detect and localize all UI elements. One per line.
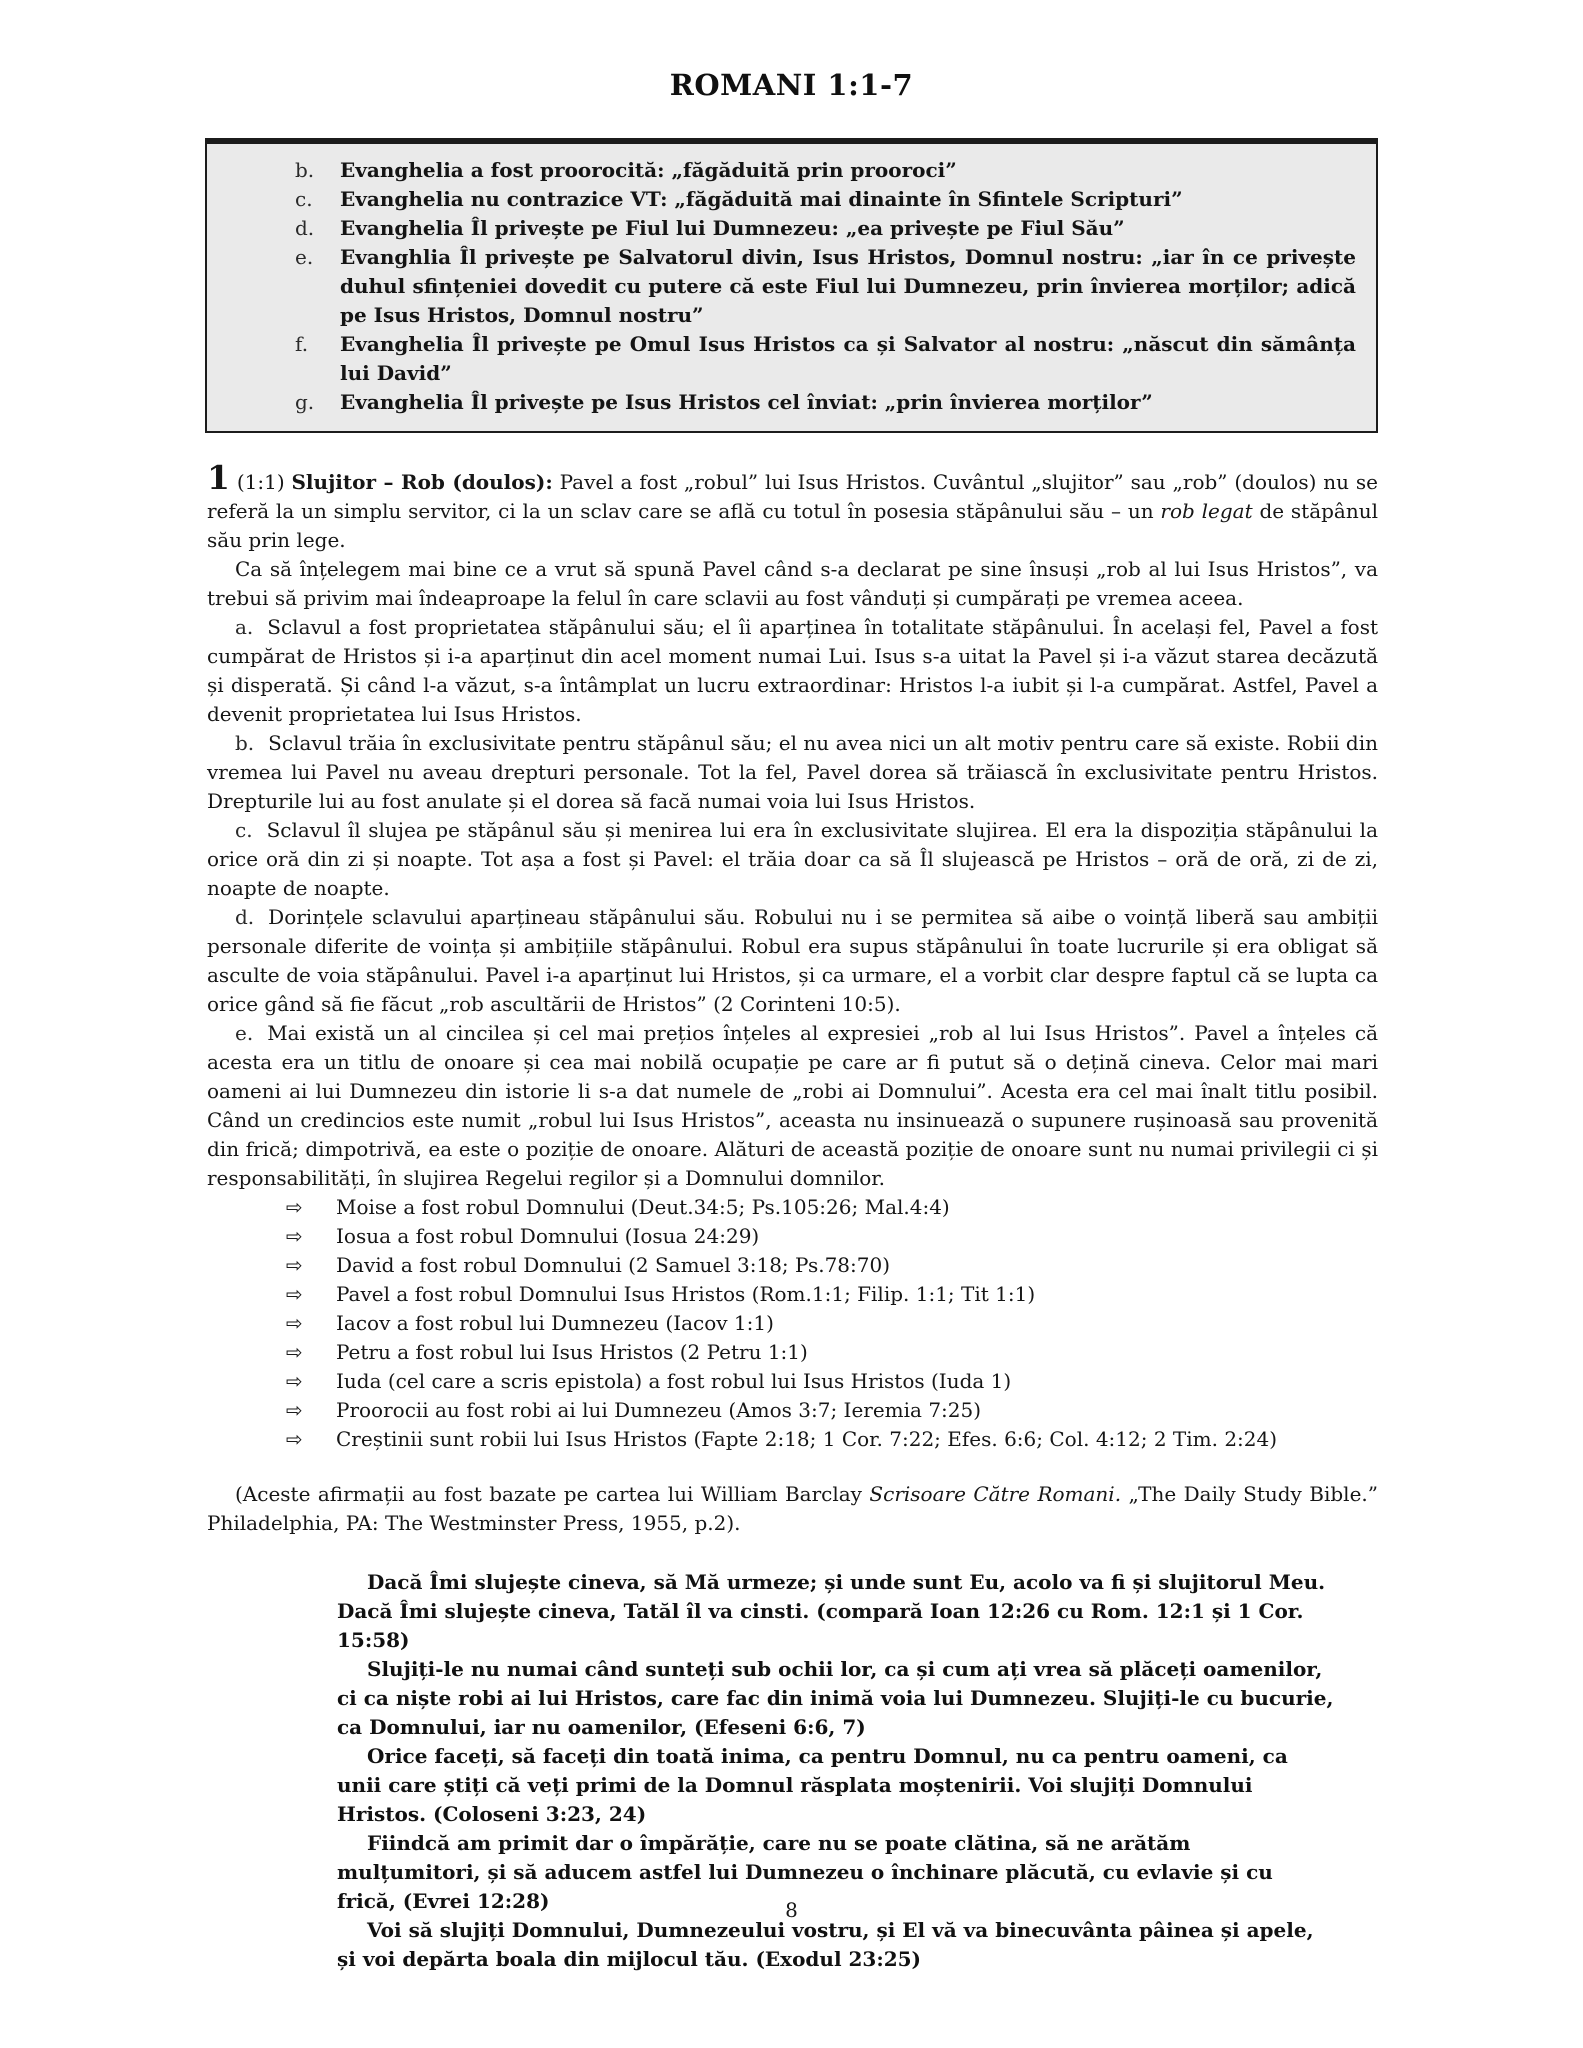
list-item (207, 1425, 1378, 1454)
source-note (207, 1480, 1378, 1538)
page-number: 8 (785, 1898, 798, 1922)
note-text: „The Daily Study Bible.” Philadelphia, PA: The Westminster Press, 1955, p.2). (207, 1482, 1378, 1535)
arrow-right-icon: ⇨ (286, 1253, 303, 1277)
list-item-text: Evanghelia a fost proorocită: „făgăduită prin prooroci” (340, 158, 957, 182)
paragraph-text: Sclavul a fost proprietatea stăpânului său; el îi aparținea în totalitate stăpânului. În același fel, Pavel a fost cumpărat de Hristos și i-a aparținut din acel moment numai Lui. Isus s-a uitat la Pavel și i-a văzut starea decăzută și disperată. Și când l-a văzut, s-a întâmplat un lucru extraordinar: Hristos l-a iubit și l-a cumpărat. Astfel, Pavel a devenit proprietatea lui Isus Hristos. (207, 615, 1378, 726)
list-item (207, 1222, 1378, 1251)
arrow-right-icon: ⇨ (286, 1340, 303, 1364)
letter-label: e. (235, 1021, 254, 1045)
verse-number: 1 (207, 458, 230, 497)
book-title: Scrisoare Către Romani. (869, 1482, 1122, 1506)
paragraph: Ca să înțelegem mai bine ce a vrut să spună Pavel când s-a declarat pe sine însuși „rob al lui Isus Hristos”, va trebui să privim mai îndeaproape la felul în care sclavii au fost vânduți și cumpărați pe vremea aceea. (207, 557, 1378, 610)
paragraph-text: Sclavul trăia în exclusivitate pentru stăpânul său; el nu avea nici un alt motiv pentru care să existe. Robii din vremea lui Pavel nu aveau drepturi personale. Tot la fel, Pavel dorea să trăiască în exclusivitate pentru Hristos. Drepturile lui au fost anulate și el dorea să facă numai voia lui Isus Hristos. (207, 731, 1378, 813)
list-item-text: Petru a fost robul lui Isus Hristos (2 Petru 1:1) (336, 1340, 808, 1364)
paragraph-text: de stăpânul său prin lege. (207, 499, 1378, 552)
lettered-paragraph (207, 903, 1378, 1019)
list-item-text: Evanghelia Îl privește pe Isus Hristos cel înviat: „prin învierea morților” (340, 390, 1153, 414)
list-item (207, 1251, 1378, 1280)
italic-phrase: rob legat (1160, 499, 1253, 523)
list-item-label: d. (295, 216, 315, 240)
servants-list (207, 1193, 1378, 1454)
list-item-label: f. (295, 332, 309, 356)
scripture-quote: Fiindcă am primit dar o împărăție, care nu se poate clătina, să ne arătăm mulțumitori, și să aducem astfel lui Dumnezeu o închinare plăcută, cu evlavie și cu frică, (Evrei 12:28) (337, 1831, 1273, 1913)
list-item (207, 1396, 1378, 1425)
gospel-points-box (205, 138, 1378, 433)
list-item-text: Evanghlia Îl privește pe Salvatorul divin, Isus Hristos, Domnul nostru: „iar în ce privește duhul sfințeniei dovedit cu putere că este Fiul lui Dumnezeu, prin învierea morților; adică pe Isus Hristos, Domnul nostru” (340, 245, 1356, 327)
list-item-label: b. (295, 158, 315, 182)
list-item-text: Evanghelia Îl privește pe Omul Isus Hristos ca și Salvator al nostru: „născut din sămânța lui David” (340, 332, 1356, 385)
list-item-text: Evanghelia Îl privește pe Fiul lui Dumnezeu: „ea privește pe Fiul Său” (340, 216, 1125, 240)
letter-label: c. (235, 818, 253, 842)
list-item-text: Moise a fost robul Domnului (Deut.34:5; Ps.105:26; Mal.4:4) (336, 1195, 950, 1219)
list-item-label: g. (295, 390, 315, 414)
page-title: ROMANI 1:1-7 (669, 68, 914, 102)
list-item-text: Iosua a fost robul Domnului (Iosua 24:29) (336, 1224, 760, 1248)
list-item-text: Creștinii sunt robii lui Isus Hristos (Fapte 2:18; 1 Cor. 7:22; Efes. 6:6; Col. 4:12; 2 Tim. 2:24) (336, 1427, 1278, 1451)
list-item-text: Iuda (cel care a scris epistola) a fost robul lui Isus Hristos (Iuda 1) (336, 1369, 1012, 1393)
list-item (207, 330, 1356, 388)
list-item (207, 243, 1356, 330)
scripture-quote: Dacă Îmi slujește cineva, să Mă urmeze; și unde sunt Eu, acolo va fi și slujitorul Meu. Dacă Îmi slujește cineva, Tatăl îl va cinsti. (compară Ioan 12:26 cu Rom. 12:1 și 1 Cor. 15:58) (337, 1570, 1326, 1652)
lettered-paragraph (207, 729, 1378, 816)
scripture-quote: Orice faceți, să faceți din toată inima, ca pentru Domnul, nu ca pentru oameni, ca unii care știți că veți primi de la Domnul răsplata moștenirii. Voi slujiți Domnului Hristos. (Coloseni 3:23, 24) (337, 1744, 1288, 1826)
note-text: (Aceste afirmații au fost bazate pe cartea lui William Barclay (235, 1482, 870, 1506)
paragraph-text: Dorințele sclavului aparțineau stăpânului său. Robului nu i se permitea să aibe o voință liberă sau ambiții personale diferite de voința și ambițiile stăpânului. Robul era supus stăpânului în toate lucrurile și era obligat să asculte de voia stăpânului. Pavel i-a aparținut lui Hristos, și ca urmare, el a vorbit clar despre faptul că se lupta ca orice gând să fie făcut „rob ascultării de Hristos” (2 Corinteni 10:5). (207, 905, 1378, 1016)
arrow-right-icon: ⇨ (286, 1195, 303, 1219)
list-item-label: e. (295, 245, 314, 269)
lettered-paragraph (207, 816, 1378, 903)
list-item-text: David a fost robul Domnului (2 Samuel 3:18; Ps.78:70) (336, 1253, 891, 1277)
verse-lead-phrase: Slujitor – Rob (doulos): (291, 470, 553, 494)
scripture-quote: Voi să slujiți Domnului, Dumnezeului vostru, și El vă va binecuvânta pâinea și apele, și voi depărta boala din mijlocul tău. (Exodul 23:25) (337, 1918, 1314, 1971)
paragraph-text: Pavel a fost „robul” lui Isus Hristos. Cuvântul „slujitor” sau „rob” (doulos) nu se referă la un simplu servitor, ci la un sclav care se află cu totul în posesia stăpânului său – un (207, 470, 1378, 523)
letter-label: b. (235, 731, 255, 755)
list-item (207, 156, 1356, 185)
paragraph-text: Sclavul îl slujea pe stăpânul său și menirea lui era în exclusivitate slujirea. El era la dispoziția stăpânului la orice oră din zi și noapte. Tot așa a fost și Pavel: el trăia doar ca să Îl slujească pe Hristos – oră de oră, zi de zi, noapte de noapte. (207, 818, 1378, 900)
list-item (207, 1309, 1378, 1338)
letter-label: d. (235, 905, 255, 929)
list-item (207, 1338, 1378, 1367)
arrow-right-icon: ⇨ (286, 1311, 303, 1335)
verse-reference: (1:1) (229, 470, 292, 494)
arrow-right-icon: ⇨ (286, 1282, 303, 1306)
paragraph-text: Mai există un al cincilea și cel mai prețios înțeles al expresiei „rob al lui Isus Hristos”. Pavel a înțeles că acesta era un titlu de onoare și cea mai nobilă ocupație pe care ar fi putut să o dețină cineva. Celor mai mari oameni ai lui Dumnezeu din istorie li s-a dat numele de „robi ai Domnului”. Acesta era cel mai înalt titlu posibil. Când un credincios este numit „robul lui Isus Hristos”, aceasta nu insinuează o supunere rușinoasă sau provenită din frică; dimpotrivă, ea este o poziție de onoare. Alături de această poziție de onoare sunt nu numai privilegii ci și responsabilități, în slujirea Regelui regilor și a Domnului domnilor. (207, 1021, 1378, 1190)
list-item-text: Iacov a fost robul lui Dumnezeu (Iacov 1:1) (336, 1311, 774, 1335)
letter-label: a. (235, 615, 254, 639)
list-item-text: Pavel a fost robul Domnului Isus Hristos (Rom.1:1; Filip. 1:1; Tit 1:1) (336, 1282, 1036, 1306)
list-item (207, 1280, 1378, 1309)
scripture-quote: Slujiți-le nu numai când sunteți sub ochii lor, ca și cum ați vrea să plăceți oamenilor, ci ca niște robi ai lui Hristos, care fac din inimă voia lui Dumnezeu. Slujiți-le cu bucurie, ca Domnului, iar nu oamenilor, (Efeseni 6:6, 7) (337, 1657, 1334, 1739)
arrow-right-icon: ⇨ (286, 1427, 303, 1451)
commentary-body (207, 458, 1378, 1974)
list-item (207, 388, 1356, 417)
list-item-label: c. (295, 187, 313, 211)
arrow-right-icon: ⇨ (286, 1224, 303, 1248)
list-item-text: Proorocii au fost robi ai lui Dumnezeu (Amos 3:7; Ieremia 7:25) (336, 1398, 982, 1422)
paragraph-verse-1 (207, 458, 1378, 555)
list-item (207, 185, 1356, 214)
lettered-paragraph (207, 1019, 1378, 1193)
arrow-right-icon: ⇨ (286, 1398, 303, 1422)
list-item-text: Evanghelia nu contrazice VT: „făgăduită mai dinainte în Sfintele Scripturi” (340, 187, 1183, 211)
list-item (207, 214, 1356, 243)
arrow-right-icon: ⇨ (286, 1369, 303, 1393)
list-item (207, 1193, 1378, 1222)
list-item (207, 1367, 1378, 1396)
lettered-paragraph (207, 613, 1378, 729)
